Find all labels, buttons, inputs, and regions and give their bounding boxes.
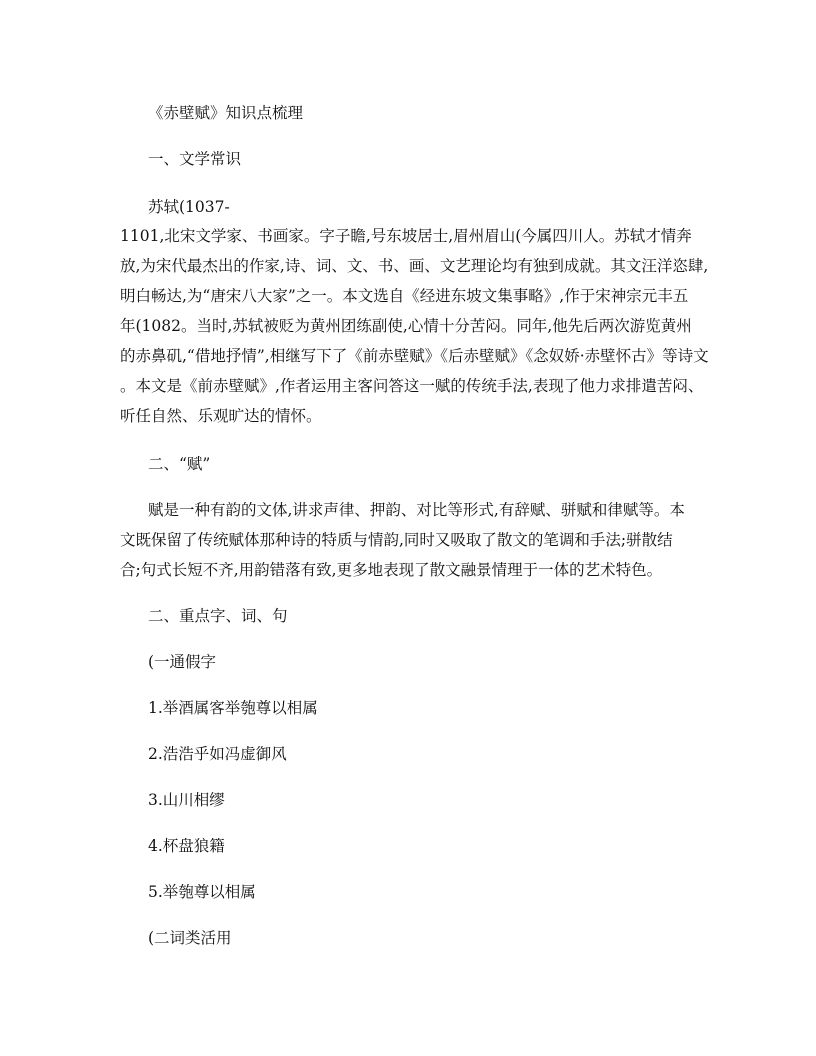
paragraph-line: 合;句式长短不齐,用韵错落有致,更多地表现了散文融景情理于一体的艺术特色。	[120, 561, 663, 579]
paragraph-line: 苏轼(1037-	[148, 198, 230, 216]
list-item: 5.举匏尊以相属	[148, 883, 256, 901]
list-item: 2.浩浩乎如冯虚御风	[148, 745, 287, 763]
document-title: 《赤壁赋》知识点梳理	[148, 104, 304, 122]
section-heading-fu: 二、“赋”	[148, 455, 211, 473]
paragraph-line: 放,为宋代最杰出的作家,诗、词、文、书、画、文艺理论均有独到成就。其文汪洋恣肆,	[120, 257, 709, 275]
paragraph-line: 的赤鼻矶,“借地抒情”,相继写下了《前赤壁赋》《后赤壁赋》《念奴娇·赤壁怀古》等诗文	[120, 347, 709, 365]
section-heading-key-points: 二、重点字、词、句	[148, 607, 288, 625]
list-item: 1.举酒属客举匏尊以相属	[148, 699, 318, 717]
subsection-heading: (一通假字	[148, 653, 217, 671]
section-heading-literature: 一、文学常识	[148, 150, 242, 168]
list-item: 4.杯盘狼籍	[148, 837, 225, 855]
paragraph-line: 年(1082。当时,苏轼被贬为黄州团练副使,心情十分苦闷。同年,他先后两次游览黄州	[120, 317, 692, 335]
list-item: 3.山川相缪	[148, 791, 225, 809]
paragraph-line: 。本文是《前赤壁赋》,作者运用主客问答这一赋的传统手法,表现了他力求排遣苦闷、	[120, 377, 704, 395]
paragraph-line: 1101,北宋文学家、书画家。字子瞻,号东坡居士,眉州眉山(今属四川人。苏轼才情奔	[120, 227, 692, 245]
paragraph-line: 明白畅达,为“唐宋八大家”之一。本文选自《经进东坡文集事略》,作于宋神宗元丰五	[120, 287, 689, 305]
paragraph-line: 文既保留了传统赋体那种诗的特质与情韵,同时又吸取了散文的笔调和手法;骈散结	[120, 531, 673, 549]
subsection-heading: (二词类活用	[148, 929, 232, 947]
paragraph-line: 听任自然、乐观旷达的情怀。	[120, 407, 322, 425]
paragraph-line: 赋是一种有韵的文体,讲求声律、押韵、对比等形式,有辞赋、骈赋和律赋等。本	[148, 501, 685, 519]
